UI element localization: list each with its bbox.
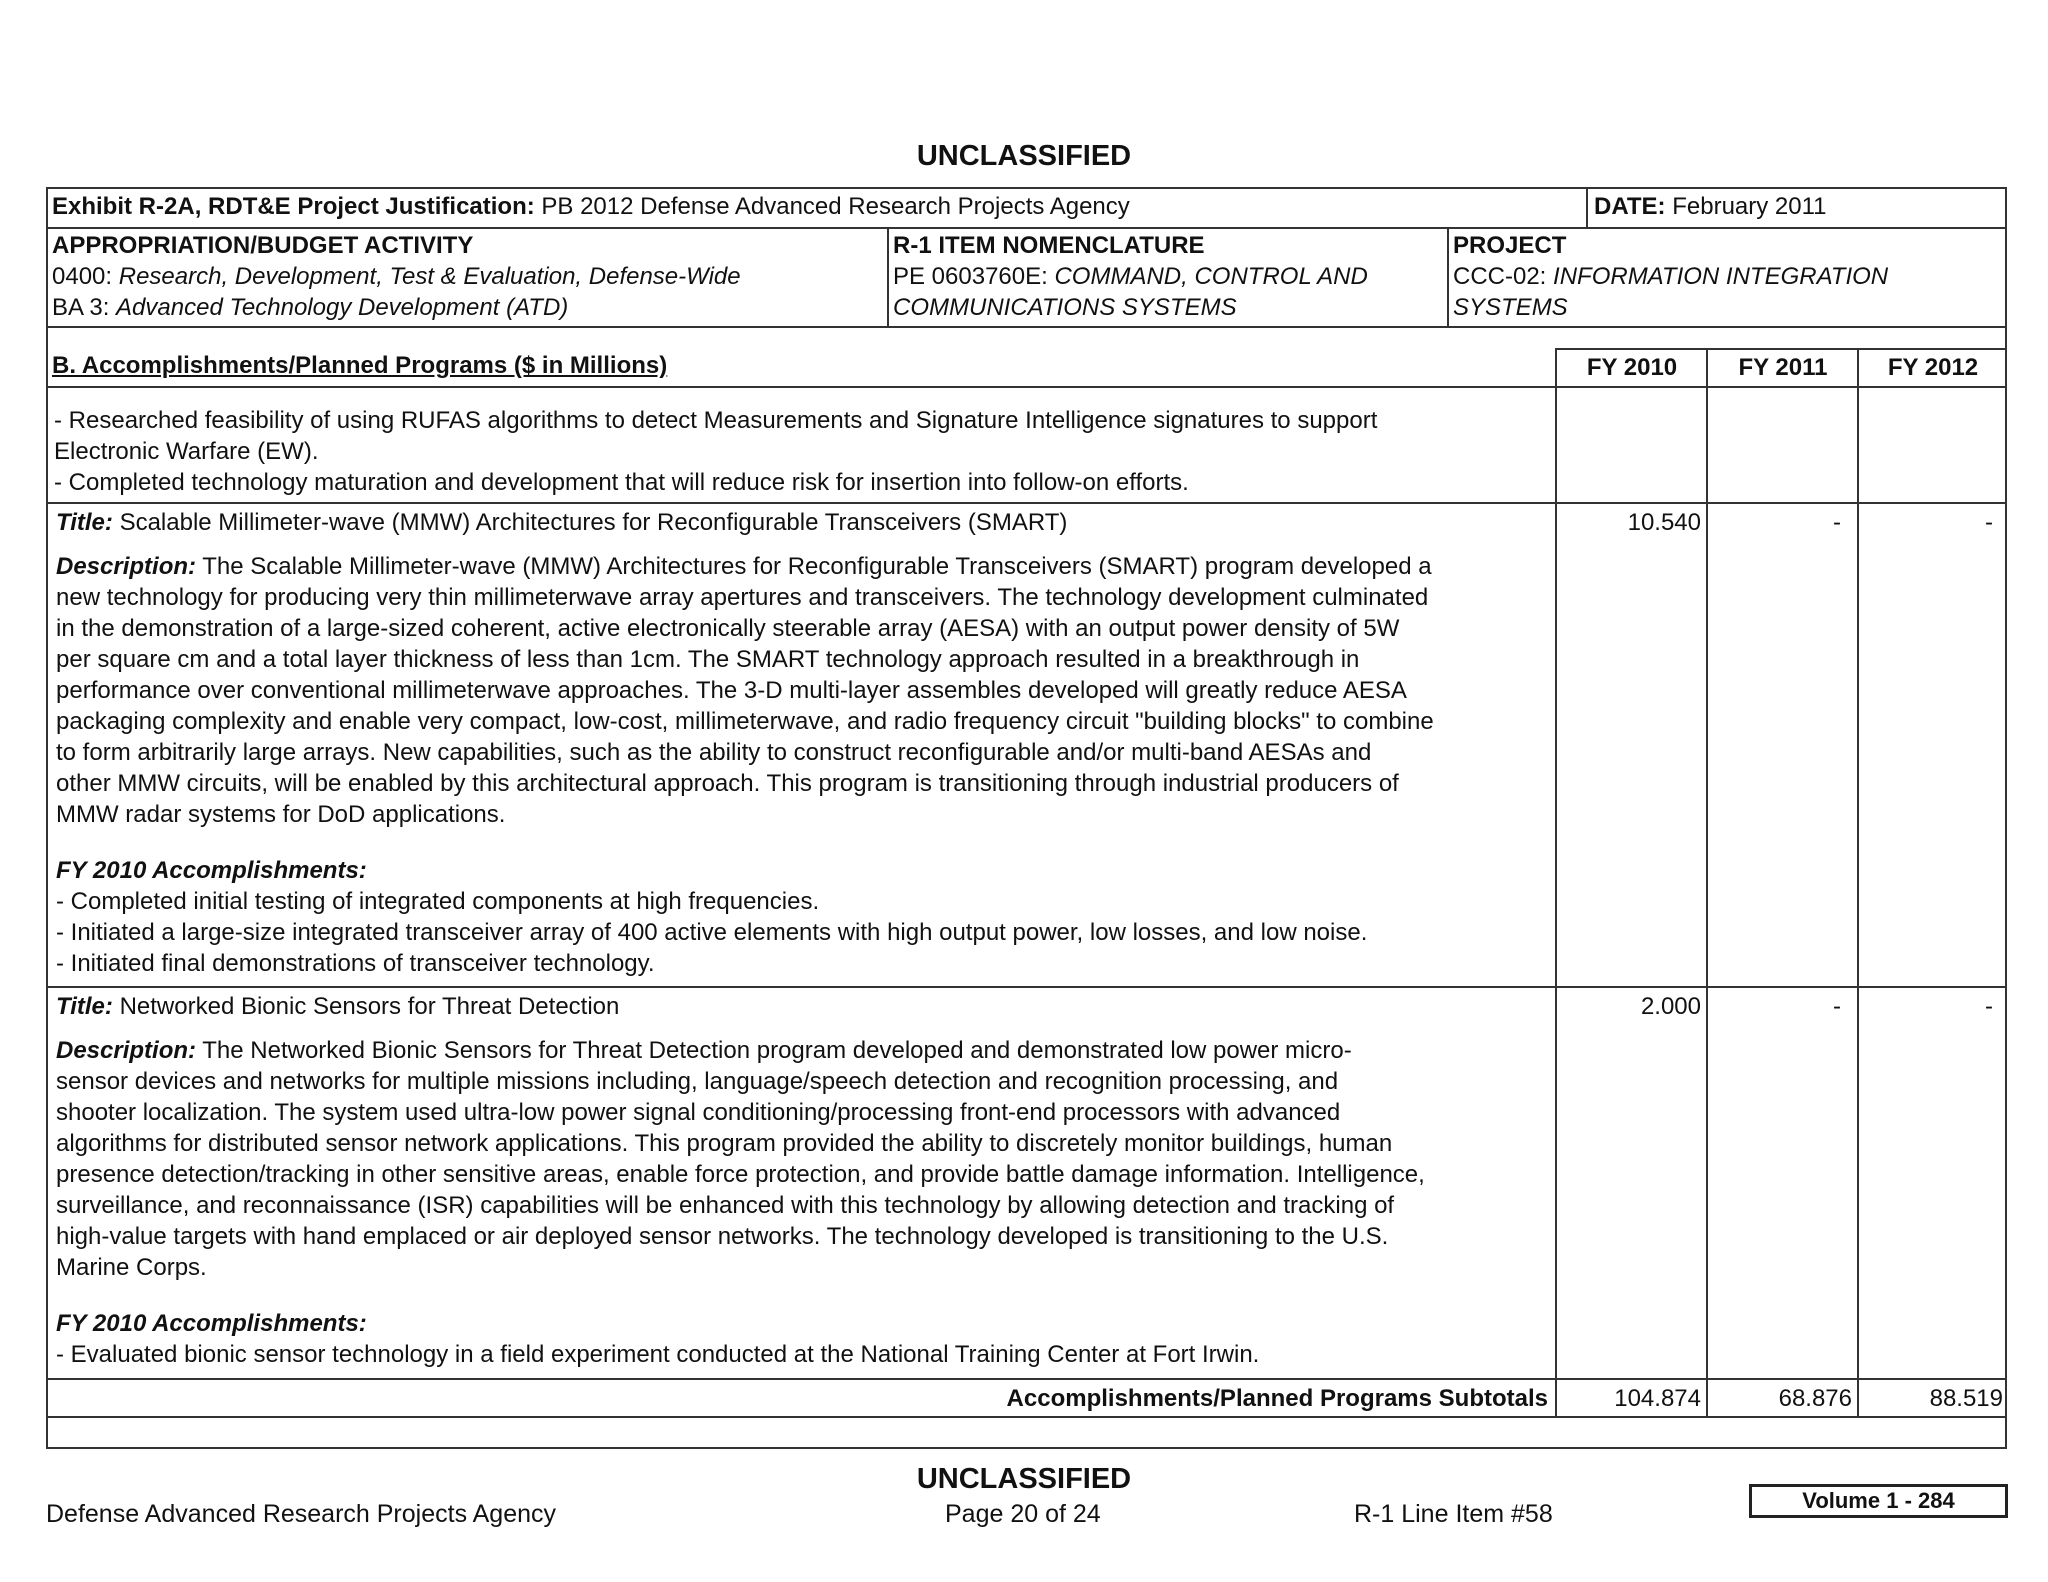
description-line: per square cm and a total layer thickness of less than 1cm. The SMART technology approach resulted in a breakthrough in <box>56 646 1360 673</box>
bottom-classification: UNCLASSIFIED <box>916 1463 1132 1495</box>
accomplishment-item: - Completed initial testing of integrated components at high frequencies. <box>56 888 820 915</box>
description-label: Description: <box>56 553 197 580</box>
nomenclature-text-cont: COMMUNICATIONS SYSTEMS <box>893 294 1237 321</box>
description-line: new technology for producing very thin millimeterwave array apertures and transceivers. The technology development culminated <box>56 584 1429 611</box>
description-line: presence detection/tracking in other sensitive areas, enable force protection, and provide battle damage information. Intelligence, <box>56 1161 1425 1188</box>
description-line: sensor devices and networks for multiple missions including, language/speech detection and recognition processing, and <box>56 1068 1339 1095</box>
description-line: The Scalable Millimeter-wave (MMW) Architectures for Reconfigurable Transceivers (SMART) program developed a <box>196 553 1432 580</box>
description-line: surveillance, and reconnaissance (ISR) capabilities will be enhanced with this technology by allowing detection and tracking of <box>56 1192 1395 1219</box>
date-field <box>1594 191 1827 222</box>
project-text: INFORMATION INTEGRATION <box>1553 263 1889 290</box>
column-header-fy2012: FY 2012 <box>1887 354 1979 381</box>
nomenclature-text: COMMAND, CONTROL AND <box>1054 263 1368 290</box>
description-line: high-value targets with hand emplaced or air deployed sensor networks. The technology developed is transitioning to the U.S. <box>56 1223 1389 1250</box>
title-text: Scalable Millimeter-wave (MMW) Architectures for Reconfigurable Transceivers (SMART) <box>112 509 1068 536</box>
program-value-fy2011: - <box>1833 509 1841 536</box>
header-divider <box>887 227 889 328</box>
title-label: Title: <box>56 993 113 1020</box>
justification-label: , RDT&E Project Justification: <box>194 193 535 220</box>
program-description <box>56 1035 1546 1283</box>
date-label: DATE: <box>1594 193 1666 220</box>
project-cell <box>1453 230 1888 323</box>
project-text-cont: SYSTEMS <box>1453 294 1568 321</box>
description-line: to form arbitrarily large arrays. New capabilities, such as the ability to construct reconfigurable and/or multi-band AESAs and <box>56 739 1372 766</box>
accomplishments-label: FY 2010 Accomplishments: <box>56 857 367 884</box>
exhibit-title <box>52 191 1130 222</box>
date-value: February 2011 <box>1665 193 1827 220</box>
description-line: shooter localization. The system used ultra-low power signal conditioning/processing front-end processors with advanced <box>56 1099 1341 1126</box>
program-value-fy2012: - <box>1985 993 1993 1020</box>
program-block <box>56 991 1546 1370</box>
appropriation-code: 0400: <box>52 263 119 290</box>
title-text: Networked Bionic Sensors for Threat Detection <box>112 993 620 1020</box>
project-label: PROJECT <box>1453 232 1567 259</box>
continued-line: - Completed technology maturation and development that will reduce risk for insertion into follow-on efforts. <box>54 469 1189 496</box>
footer-agency: Defense Advanced Research Projects Agency <box>46 1500 557 1528</box>
row-divider <box>46 986 2007 988</box>
program-title <box>56 991 1546 1022</box>
nomenclature-label: R-1 ITEM NOMENCLATURE <box>893 232 1205 259</box>
accomplishment-item: - Initiated a large-size integrated transceiver array of 400 active elements with high output power, low losses, and low noise. <box>56 919 1368 946</box>
subtotal-fy2012: 88.519 <box>1929 1385 2003 1412</box>
appropriation-text: Research, Development, Test & Evaluation, Defense-Wide <box>118 263 741 290</box>
subtotal-fy2010: 104.874 <box>1614 1385 1701 1412</box>
continued-line: - Researched feasibility of using RUFAS algorithms to detect Measurements and Signature Intelligence signatures to support <box>54 407 1378 434</box>
program-value-fy2011: - <box>1833 993 1841 1020</box>
subtotal-fy2011: 68.876 <box>1778 1385 1852 1412</box>
footer-line-item: R-1 Line Item #58 <box>1354 1500 1553 1528</box>
description-line: in the demonstration of a large-sized coherent, active electronically steerable array (AESA) with an output power density of 5W <box>56 615 1400 642</box>
program-block <box>56 507 1546 979</box>
justification-value: PB 2012 Defense Advanced Research Projects Agency <box>534 193 1130 220</box>
appropriation-cell <box>52 230 741 323</box>
continued-line: Electronic Warfare (EW). <box>54 438 319 465</box>
subtotals-label: Accomplishments/Planned Programs Subtotals <box>1006 1385 1548 1412</box>
header-divider <box>1586 187 1588 229</box>
budget-activity-text: Advanced Technology Development (ATD) <box>116 294 569 321</box>
row-divider <box>46 1378 2007 1380</box>
program-description <box>56 551 1546 830</box>
appropriation-label: APPROPRIATION/BUDGET ACTIVITY <box>52 232 474 259</box>
program-title <box>56 507 1546 538</box>
row-divider <box>46 502 2007 504</box>
footer-page-number: Page 20 of 24 <box>945 1500 1101 1528</box>
description-line: performance over conventional millimeterwave approaches. The 3-D multi-layer assembles developed will greatly reduce AESA <box>56 677 1407 704</box>
accomplishments-block <box>56 855 1546 979</box>
description-line: other MMW circuits, will be enabled by this architectural approach. This program is transitioning through industrial producers of <box>56 770 1399 797</box>
nomenclature-code: PE 0603760E: <box>893 263 1055 290</box>
volume-badge: Volume 1 - 284 <box>1749 1484 2008 1518</box>
exhibit-label: Exhibit R-2A <box>52 193 195 220</box>
header-divider <box>1447 227 1449 328</box>
project-code: CCC-02: <box>1453 263 1554 290</box>
program-value-fy2012: - <box>1985 509 1993 536</box>
accomplishments-label: FY 2010 Accomplishments: <box>56 1310 367 1337</box>
budget-activity-code: BA 3: <box>52 294 117 321</box>
program-value-fy2010: 2.000 <box>1640 993 1701 1020</box>
column-header-fy2010: FY 2010 <box>1586 354 1678 381</box>
row-divider <box>46 1416 2007 1418</box>
accomplishments-block <box>56 1308 1546 1370</box>
accomplishment-item: - Evaluated bionic sensor technology in a field experiment conducted at the National Training Center at Fort Irwin. <box>56 1341 1260 1368</box>
description-line: MMW radar systems for DoD applications. <box>56 801 506 828</box>
section-title: B. Accomplishments/Planned Programs ($ in Millions) <box>52 352 668 379</box>
description-line: The Networked Bionic Sensors for Threat Detection program developed and demonstrated low power micro- <box>196 1037 1352 1064</box>
top-classification: UNCLASSIFIED <box>916 140 1132 172</box>
nomenclature-cell <box>893 230 1368 323</box>
description-line: Marine Corps. <box>56 1254 207 1281</box>
description-line: packaging complexity and enable very compact, low-cost, millimeterwave, and radio frequency circuit "building blocks" to combine <box>56 708 1434 735</box>
program-value-fy2010: 10.540 <box>1627 509 1701 536</box>
title-label: Title: <box>56 509 113 536</box>
continued-accomplishments <box>54 405 1544 498</box>
description-line: algorithms for distributed sensor network applications. This program provided the ability to discretely monitor buildings, human <box>56 1130 1393 1157</box>
column-header-fy2011: FY 2011 <box>1738 354 1828 381</box>
accomplishment-item: - Initiated final demonstrations of transceiver technology. <box>56 950 655 977</box>
description-label: Description: <box>56 1037 197 1064</box>
